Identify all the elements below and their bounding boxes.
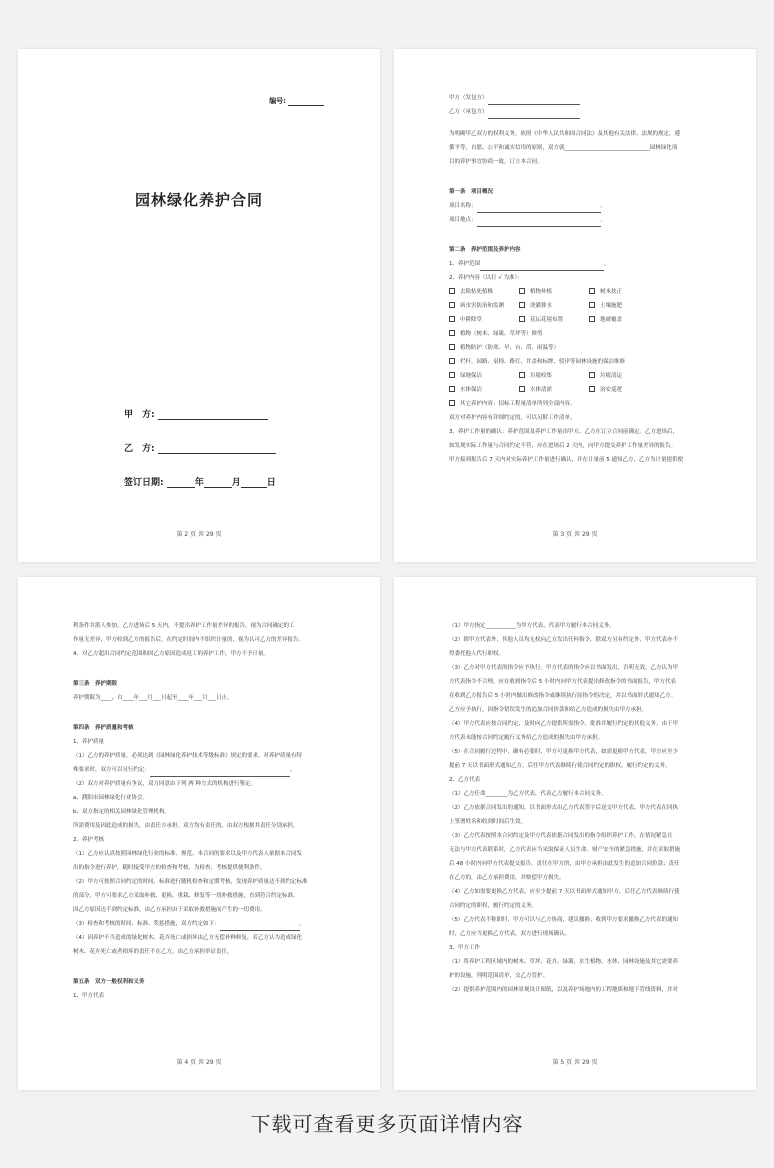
text-line (449, 141, 704, 155)
checkbox-icon (449, 330, 455, 336)
line-text: 第三条 养护期限 (73, 681, 118, 687)
line-text: 第二条 养护范围及养护内容 (449, 247, 521, 253)
line-text: （3）乙方对甲方代表的指令应予执行。甲方代表的指令应以书面发出，否明无效。乙方认为甲 (449, 665, 679, 671)
line-text: 项目名称： (449, 203, 477, 209)
text-line (449, 745, 704, 759)
checkbox-item (519, 383, 589, 397)
text-line (449, 927, 704, 941)
text-line (449, 759, 704, 773)
text-line (73, 931, 328, 945)
text-line (449, 105, 704, 119)
text-line (73, 763, 328, 777)
checkbox-icon (589, 372, 595, 378)
line-text: （4）甲方代表应按合同约定，及时向乙方提供所需指令、批准并履行约定的其他义务。由于甲 (449, 721, 679, 727)
contract-number-label: 编号: (269, 96, 324, 106)
text-line (449, 983, 704, 997)
line-text: （2）双方对养护质量有争议，双方同意由下列 两 种方式的机构进行鉴定。 (73, 781, 256, 787)
blank-line (488, 118, 580, 119)
checkbox-icon (589, 386, 595, 392)
checkbox-label: 树木扶正 (600, 289, 623, 295)
section-heading (73, 721, 328, 735)
text-line (449, 843, 704, 857)
text-line (449, 703, 704, 717)
line-text: （5）乙方代表不称职时，甲方可以与乙方协商，建议撤换；收到甲方要求撤换乙方代表的通知 (449, 917, 679, 923)
checkbox-icon (519, 316, 525, 322)
text-line (73, 735, 328, 749)
text-line (449, 155, 704, 169)
line-text: 方代表指令不合理，应在收到指令后 5 小时内向甲方代表提出修改指令的书面报告，甲方代表 (449, 679, 676, 685)
text-line (449, 731, 704, 745)
blank-line (477, 226, 601, 227)
line-text: 养护期限为____，自____年___月___日起至____年___月___日止。 (73, 695, 233, 701)
text-line (449, 899, 704, 913)
text-line (73, 861, 328, 875)
page-number: 第 5 页 共 29 页 (552, 1059, 598, 1066)
line-text: 目的养护事宜协商一致，订立本合同。 (449, 159, 543, 165)
section-heading (449, 185, 704, 199)
line-text: （3）检查和考核的时间、标准、奖惩措施，双方约定如下： (73, 921, 220, 927)
spacer (73, 959, 328, 967)
text-line (449, 913, 704, 927)
line-text: 利条件并派人参加。乙方进场后 5 天内，不提出养护工作量差异的报告，视为合同确定的工 (73, 623, 295, 629)
checkbox-item (589, 369, 659, 383)
text-line (449, 647, 704, 661)
line-text: 4、对乙方超出合同约定范围和因乙方原因造成返工的养护工作，甲方不予计量。 (73, 651, 270, 657)
page-3-body (449, 91, 704, 467)
checkbox-label: 病虫害防治和监测 (460, 303, 505, 309)
text-line (73, 749, 328, 763)
checkbox-label: 栏杆、园路、桌椅、路灯、井盖和标牌、驳岸等园林设施的保洁维修 (460, 359, 626, 365)
text-line (449, 213, 704, 227)
page-3 (394, 49, 756, 562)
line-text: 在乙方的，由乙方承担费用，并赔偿甲方损失。 (449, 875, 565, 881)
line-text: 合同约定的职权，履行约定的义务。 (449, 903, 538, 909)
checkbox-item (449, 369, 519, 383)
line-text: 乙方（承包方） (449, 109, 488, 115)
checkbox-item (589, 299, 659, 313)
line-text: 上签署姓名和收到时间后生效。 (449, 819, 527, 825)
line-text: 在收到乙方报告后 5 小时内做出修改指令或继续执行原指令的决定，并以书面形式通知乙方。 (449, 693, 676, 699)
checkbox-icon (589, 288, 595, 294)
text-line (73, 945, 328, 959)
line-text: 甲方（发包方） (449, 95, 488, 101)
line-text: b、双方指定的相关园林绿化管理机构。 (73, 809, 170, 815)
text-line (73, 647, 328, 661)
text-line (73, 791, 328, 805)
line-tail: 。 (604, 261, 610, 267)
line-text: （2）乙方依据合同发出的通知，以书面形式由乙方代表签字后送交甲方代表，甲方代表在回执 (449, 805, 679, 811)
page-number: 第 3 页 共 29 页 (552, 531, 598, 538)
line-text: 出的指令进行养护，随时接受甲方的检查和考核，为检查、考核提供便利条件。 (73, 865, 266, 871)
text-line (73, 847, 328, 861)
text-line (449, 411, 704, 425)
line-text: （2）提供养护范围内的园林景观设计图纸，以及养护场地内的工程地质和地下管线资料，并对 (449, 987, 679, 993)
line-text: 得委托他人代行职权。 (449, 651, 505, 657)
page-5-body (449, 619, 704, 997)
checkbox-item (589, 285, 659, 299)
text-line (449, 857, 704, 871)
line-text: 2、乙方代表 (449, 777, 480, 783)
text-line (449, 717, 704, 731)
text-line (449, 425, 704, 439)
checkbox-icon (449, 302, 455, 308)
line-text: 1、养护范围 (449, 261, 480, 267)
checkbox-label: 其它养护内容：招标工程量清单所列全部内容。 (460, 401, 576, 407)
checkbox-label: 水体保洁 (460, 387, 483, 393)
checkbox-item (519, 285, 589, 299)
line-text: 无法与甲方代表联系时，乙方代表应当采取保证人员生命、财产安全的紧急措施，并在采取措施 (449, 847, 681, 853)
checkbox-icon (589, 302, 595, 308)
page-4-body (73, 619, 328, 1003)
checkbox-label: 垃圾清运 (600, 373, 623, 379)
checkbox-row (449, 383, 704, 397)
text-line (73, 619, 328, 633)
checkbox-label: 绿地保洁 (460, 373, 483, 379)
checkbox-item (589, 313, 659, 327)
line-tail: 。 (600, 217, 607, 223)
line-text: （1）将养护工程区域内的树木、草坪、花卉、绿篱、水生植物、水体、园林设施及其它需要养 (449, 959, 679, 965)
text-line (73, 819, 328, 833)
text-line (449, 773, 704, 787)
page-2-cover (18, 49, 380, 562)
text-line (449, 969, 704, 983)
text-line (449, 955, 704, 969)
text-line (73, 903, 328, 917)
line-text: 方代表未能按合同约定履行义务给乙方造成的损失由甲方承担。 (449, 735, 604, 741)
text-line (73, 889, 328, 903)
spacer (449, 227, 704, 235)
text-line (449, 885, 704, 899)
checkbox-icon (449, 288, 455, 294)
text-line (449, 327, 704, 341)
line-text: 1、甲方代表 (73, 993, 104, 999)
checkbox-item (449, 285, 519, 299)
checkbox-icon (519, 386, 525, 392)
line-text: a、濮阳市园林绿化行业协会。 (73, 795, 148, 801)
checkbox-icon (449, 386, 455, 392)
page-5 (394, 577, 756, 1090)
text-line (73, 989, 328, 1003)
page-number: 第 4 页 共 29 页 (176, 1059, 222, 1066)
checkbox-label: 植物防护（防寒、旱、台、涝、雨温等） (460, 345, 560, 351)
line-text: 循平等、自愿、公平和诚实信用的原则，双方就_______________________________园林绿化项 (449, 145, 678, 151)
line-text: （1）乙方的养护质量，必须达到《园林绿化养护技术等级标准》规定的要求。对养护质量有特 (73, 753, 303, 759)
section-heading (73, 677, 328, 691)
checkbox-label: 浇灌排水 (530, 303, 553, 309)
checkbox-item (449, 299, 519, 313)
line-text: 护的设施，列明范围清单，交乙方管护。 (449, 973, 549, 979)
text-line (449, 199, 704, 213)
text-line (73, 917, 328, 931)
checkbox-icon (449, 316, 455, 322)
text-line (449, 257, 704, 271)
checkbox-row (449, 313, 704, 327)
text-line (73, 875, 328, 889)
text-line (449, 675, 704, 689)
line-tail: 。 (290, 767, 296, 773)
checkbox-icon (449, 372, 455, 378)
text-line (449, 787, 704, 801)
checkbox-row (449, 299, 704, 313)
line-text: 树木、花卉死亡或者损坏的责任不在乙方，由乙方承担举证责任。 (73, 949, 233, 955)
checkbox-icon (519, 302, 525, 308)
line-text: 2、养护内容（以打 √ 为准）： (449, 275, 523, 281)
spacer (73, 705, 328, 713)
contract-title: 园林绿化养护合同 (134, 191, 263, 209)
text-line (449, 397, 704, 411)
checkbox-icon (589, 316, 595, 322)
line-text: 如发现实际工作量与合同约定不符，应在进场后 2 天内，向甲方提交养护工作量差异的报告。 (449, 443, 676, 449)
line-text: （3）乙方代表按照本合同约定及甲方代表依据合同发出的指令组织养护工作。在情况紧急且 (449, 833, 673, 839)
checkbox-icon (519, 372, 525, 378)
line-text: 第一条 项目概况 (449, 189, 494, 195)
line-text: 第四条 养护质量和考核 (73, 725, 134, 731)
text-line (449, 355, 704, 369)
checkbox-item (589, 383, 659, 397)
text-line (73, 777, 328, 791)
line-text: （1）乙方任命________为乙方代表，代表乙方履行本合同义务。 (449, 791, 607, 797)
contract-number-line (288, 105, 324, 106)
text-line (449, 633, 704, 647)
checkbox-label: 治安巡逻 (600, 387, 623, 393)
spacer (73, 661, 328, 669)
section-heading (73, 975, 328, 989)
download-more-caption: 下载可查看更多页面详情内容 (250, 1112, 524, 1136)
checkbox-item (519, 369, 589, 383)
text-line (449, 815, 704, 829)
spacer (449, 119, 704, 127)
checkbox-icon (519, 288, 525, 294)
text-line (449, 689, 704, 703)
line-text: 提前 7 天以书面形式通知乙方。后任甲方代表继续行使合同约定的职权，履行约定的义务。 (449, 763, 671, 769)
text-line (73, 805, 328, 819)
text-line (449, 829, 704, 843)
line-text: 双方对养护内容有详细约定的，可以另附工作清单。 (449, 415, 576, 421)
line-text: （4）因养护不当造成的绿化树木、花卉死亡或损坏由乙方无偿补种修复，若乙方认为造成绿化 (73, 935, 303, 941)
sign-date-field: 签订日期: 年 月 日 (124, 478, 276, 488)
checkbox-icon (449, 358, 455, 364)
text-line (449, 801, 704, 815)
line-text: 殊要求时，双方可以另行约定： (73, 767, 151, 773)
line-text: （1）乙方应认真按照园林绿化行业的标准、规范、本合同的要求以及甲方代表人依据本合同发 (73, 851, 303, 857)
checkbox-label: 花坛花境布置 (530, 317, 564, 323)
page-4 (18, 577, 380, 1090)
line-text: 3、养护工作量的确认：养护范围及养护工作量由甲方、乙方在订立合同前确定。乙方进场后， (449, 429, 679, 435)
section-heading (449, 243, 704, 257)
line-text: 作量无差异；甲方收到乙方的报告后，在约定时间内不组织计量的，视为认可乙方的差异报告。 (73, 637, 305, 643)
line-text: 时，乙方应当更换乙方代表，双方进行现场确认。 (449, 931, 571, 937)
line-text: （2）甲方可按照合同约定的时间、标准进行随机检查和定期考核，发现养护质量达不到约定标准 (73, 879, 308, 885)
checkbox-label: 中耕除草 (460, 317, 483, 323)
text-line (73, 833, 328, 847)
checkbox-label: 垃圾收集 (530, 373, 553, 379)
text-line (73, 691, 328, 705)
line-text: 2、养护考核 (73, 837, 104, 843)
text-line (449, 619, 704, 633)
line-text: 甲方接到报告后 7 天内对实际养护工作量进行确认，并在计量前 5 通知乙方，乙方为计量提供便 (449, 457, 683, 463)
checkbox-icon (449, 400, 455, 406)
line-tail: 。 (299, 921, 306, 927)
party-a-field: 甲 方: (124, 407, 268, 420)
party-b-field: 乙 方: (124, 441, 276, 454)
checkbox-row (449, 369, 704, 383)
checkbox-item (519, 313, 589, 327)
spacer (449, 169, 704, 177)
checkbox-label: 植物（树木、绿篱、草坪等）修剪 (460, 331, 543, 337)
checkbox-label: 土壤施肥 (600, 303, 623, 309)
text-line (449, 127, 704, 141)
checkbox-icon (449, 344, 455, 350)
text-line (449, 341, 704, 355)
checkbox-item (519, 299, 589, 313)
text-line (449, 941, 704, 955)
checkbox-label: 植物补植 (530, 289, 553, 295)
checkbox-row (449, 285, 704, 299)
line-text: （1）甲方指定___________为甲方代表，代表甲方履行本合同义务。 (449, 623, 615, 629)
checkbox-item (449, 313, 519, 327)
text-line (449, 871, 704, 885)
text-line (73, 633, 328, 647)
text-line (449, 453, 704, 467)
line-text: 因乙方原因达不到约定标准，由乙方承担由于采取补救措施而产生的一切费用。 (73, 907, 266, 913)
checkbox-label: 地被覆盖 (600, 317, 623, 323)
line-text: （2）除甲方代表外，其他人员均无权向乙方发出任何指令，除双方另有约定外，甲方代表亦不 (449, 637, 679, 643)
line-text: 乙方应予执行，因指令错误发生的追加合同价款和给乙方造成的损失由甲方承担。 (449, 707, 648, 713)
line-text: 为明确甲乙双方的权利义务，依照《中华人民共和国合同法》及其他有关法律、法规的规定，遵 (449, 131, 681, 137)
checkbox-label: 水体清淤 (530, 387, 553, 393)
line-text: 后 48 小时内向甲方代表提交报告。责任在甲方的，由甲方承担由此发生的追加合同价款；责任 (449, 861, 680, 867)
text-line (449, 439, 704, 453)
line-text: 第五条 双方一般权利和义务 (73, 979, 145, 985)
text-line (449, 271, 704, 285)
text-line (449, 661, 704, 675)
page-number: 第 2 页 共 29 页 (176, 531, 222, 538)
line-text: 所需费用及因此造成的损失，由责任方承担。双方均有责任的，由双方根据其责任分别承担。 (73, 823, 299, 829)
line-text: 的部分，甲方可要求乙方采取补救、更换、重栽、修复等一切补救措施，直到符合约定标准。 (73, 893, 299, 899)
line-text: 1、养护质量 (73, 739, 104, 745)
line-text: （4）乙方如需要更换乙方代表，应至少提前 7 天以书面形式通知甲方，后任乙方代表继续行使 (449, 889, 680, 895)
line-tail: 。 (600, 203, 607, 209)
checkbox-label: 去除枯死植株 (460, 289, 494, 295)
line-text: （5）在合同履行过程中，确有必要时，甲方可更换甲方代表，如需更换甲方代表，甲方应至少 (449, 749, 679, 755)
text-line (449, 91, 704, 105)
line-text: 3、甲方工作 (449, 945, 480, 951)
checkbox-item (449, 383, 519, 397)
line-text: 项目地点： (449, 217, 477, 223)
